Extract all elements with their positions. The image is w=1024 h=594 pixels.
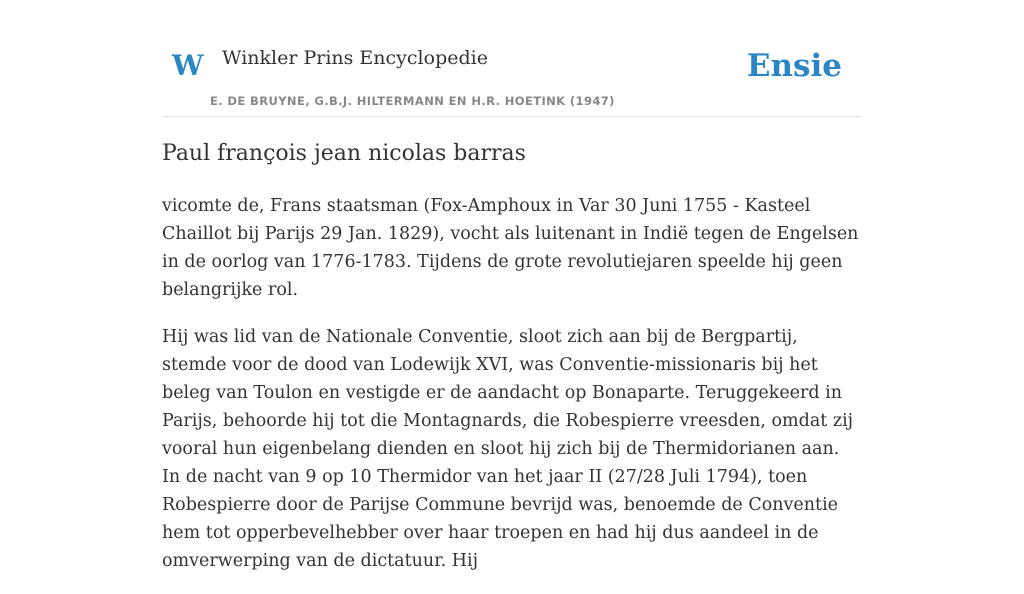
source-title[interactable]: Winkler Prins Encyclopedie [222,47,488,69]
ensie-logo[interactable]: Ensie [746,48,842,84]
article-title: Paul françois jean nicolas barras [162,141,526,166]
article-paragraph: Hij was lid van de Nationale Conventie, sloot zich aan bij de Bergpartij, stemde voor de dood van Lodewijk XVI, was Conventie-missionaris bij het beleg van Toulon en vestigde er de aandacht op Bonaparte. Teruggekeerd in Parijs, behoorde hij tot die Montagnards, die Robespierre vreesden, omdat zij vooral hun eigenbelang dienden en sloot hij zich bij de Thermidorianen aan. In de nacht van 9 op 10 Thermidor van het jaar II (27/28 Juli 1794), toen Robespierre door de Parijse Commune bevrijd was, benoemde de Conventie hem tot opperbevelhebber over haar troepen en had hij dus aandeel in de omverwerping van de dictatuur. Hij [162,327,854,571]
page [162,0,862,571]
article-paragraph: vicomte de, Frans staatsman (Fox-Amphoux in Var 30 Juni 1755 - Kasteel Chaillot bij Parijs 29 Jan. 1829), vocht als luitenant in Indië tegen de Engelsen in de oorlog van 1776-1783. Tijdens de grote revolutiejaren speelde hij geen belangrijke rol. [162,196,859,300]
source-header [162,0,862,117]
winkler-prins-logo[interactable]: W [172,49,204,82]
article-body [162,192,862,594]
source-authors: E. DE BRUYNE, G.B.J. HILTERMANN EN H.R. HOETINK (1947) [210,94,615,108]
